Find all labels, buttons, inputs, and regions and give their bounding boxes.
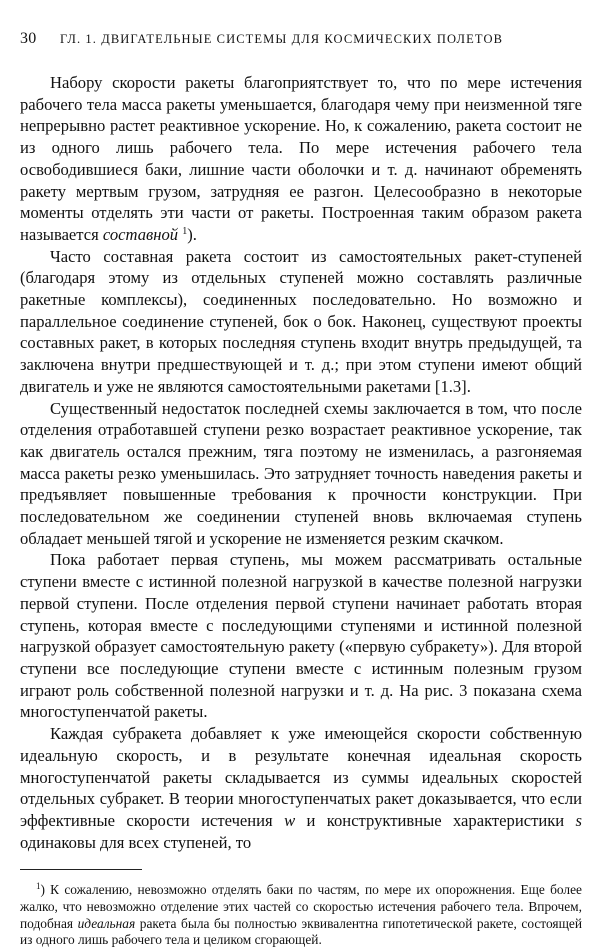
running-head: ГЛ. 1. ДВИГАТЕЛЬНЫЕ СИСТЕМЫ ДЛЯ КОСМИЧЕСКИХ ПОЛЕТОВ — [60, 32, 504, 46]
term-composite: составной — [102, 224, 179, 244]
symbol-w: w — [284, 810, 296, 830]
footnote — [20, 882, 582, 948]
footnote-italic: идеальная — [77, 915, 136, 931]
paragraph-5-end: одинаковы для всех ступеней, то — [20, 832, 252, 852]
paragraph-1 — [20, 72, 582, 246]
footnote-ref: 1 — [182, 225, 188, 237]
paragraph-5-text: Каждая субракета добавляет к уже имеющейся скорости собственную идеальную скорость, и в результате конечная идеальная скорость многоступенчатой ракеты складывается из суммы идеальных скоростей отдельных субракет. В теории многоступенчатых ракет доказывается, что если эффективные скорости истечения — [20, 724, 582, 830]
footnote-marker: 1 — [36, 881, 41, 892]
symbol-s: s — [575, 810, 582, 830]
footnote-text-end: ракета была бы полностью эквивалентна гипотетической ракете, состоящей из одного лишь рабочего тела и целиком сгорающей. — [20, 915, 582, 948]
paragraph-4: Пока работает первая ступень, мы можем рассматривать остальные ступени вместе с истинной полезной нагрузкой в качестве полезной нагрузки первой ступени. После отделения первой ступени начинает работать вторая ступень, которая вместе с последующими ступенями и истинной полезной нагрузкой образует самостоятельную ракету («первую субракету»). Для второй ступени все последующие ступени вместе с истинным полезным грузом играют роль собственной полезной нагрузки и т. д. На рис. 3 показана схема многоступенчатой ракеты. — [20, 550, 582, 722]
paragraph-2: Часто составная ракета состоит из самостоятельных ракет-ступеней (благодаря этому из отдельных ступеней можно составлять различные ракетные комплексы), соединенных последовательно. Но возможно и параллельное соединение ступеней, бок о бок. Наконец, существуют проекты составных ракет, в которых последняя ступень входит внутрь предыдущей, та заключена внутри предшествующей и т. д.; при этом ступени имеют общий двигатель и уже не являются самостоятельными ракетами [1.3]. — [20, 246, 582, 396]
paragraph-1-end: ). — [187, 224, 197, 244]
body-text — [20, 72, 582, 853]
paragraph-5-middle: и конструктивные характеристики — [295, 810, 576, 830]
page-header — [20, 30, 582, 54]
paragraph-3: Существенный недостаток последней схемы заключается в том, что после отделения отработавшей ступени резко возрастает реактивное ускорение, так как двигатель остался прежним, тяга поэтому не изменилась, а разгоняемая масса ракеты резко уменьшилась. Это затрудняет точность наведения ракеты и предъявляет повышенные требования к прочности конструкции. При последовательном же соединении ступеней вновь включаемая ступень обладает меньшей тягой и ускорение не изменяется резким скачком. — [20, 398, 582, 548]
document-page — [20, 30, 582, 949]
footnote-text: ) К сожалению, невозможно отделять баки по частям, по мере их опорожнения. Еще более жалко, что невозможно отделение этих частей со скоростью истечения рабочего тела. Впрочем, подобная — [20, 882, 582, 931]
paragraph-1-text: Набору скорости ракеты благоприятствует то, что по мере истечения рабочего тела масса ракеты уменьшается, благодаря чему при неизменной тяге непрерывно растет реактивное ускорение. Но, к сожалению, ракета состоит не из одного лишь рабочего тела. По мере истечения рабочего тела освободившиеся баки, лишние части оболочки и т. д. начинают обременять ракету мертвым грузом, затрудняя ее разгон. Целесообразно в некоторые моменты отделять эти части от ракеты. Построенная таким образом ракета называется — [20, 73, 582, 244]
page-number: 30 — [20, 30, 37, 47]
paragraph-5 — [20, 723, 582, 853]
footnote-divider — [20, 869, 142, 870]
